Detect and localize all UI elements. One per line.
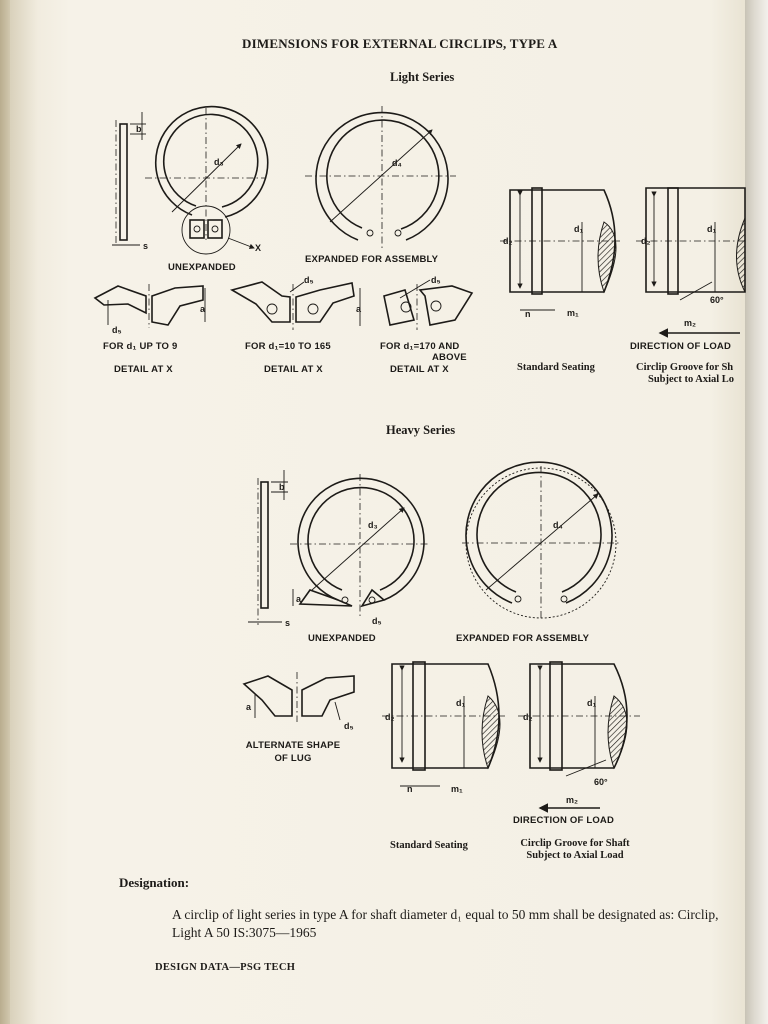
light-series-heading: Light Series [390, 70, 455, 84]
heavy-expanded-caption: EXPANDED FOR ASSEMBLY [456, 633, 590, 644]
light-expanded-caption: EXPANDED FOR ASSEMBLY [305, 254, 439, 265]
light-detail-1 [95, 284, 206, 335]
light-unexpanded-caption: UNEXPANDED [168, 262, 236, 273]
detail3-caption-above: ABOVE [432, 352, 467, 363]
heavy-groove-for-shaft [518, 662, 640, 808]
dim-m2-label: m₂ [684, 318, 697, 328]
light-expanded-ring [305, 106, 456, 250]
dim-d2-label-heavy: d₂ [385, 712, 395, 722]
dim-d5-label-2: d₅ [304, 275, 314, 285]
dim-d1-label-heavy: d₁ [456, 698, 466, 708]
dim-d3-label: d₃ [214, 157, 224, 167]
dim-b-label-heavy: b [279, 482, 285, 492]
alternate-lug-caption-2: OF LUG [274, 753, 312, 764]
detail1-caption: FOR d₁ UP TO 9 [103, 341, 178, 352]
angle-label: 60° [710, 295, 724, 305]
dim-d3-label-heavy: d₃ [368, 520, 378, 530]
heavy-unexpanded-ring [290, 474, 430, 626]
designation-text: A circlip of light series in type A for shaft diameter d₁ equal to 50 mm shall be designated as: Circlip, Light A 50 IS:3075—1965 [172, 907, 719, 940]
dim-b-label: b [136, 124, 142, 134]
heavy-expanded-ring [462, 462, 620, 620]
light-detail-3 [384, 275, 472, 330]
dim-d1-label-2: d₁ [707, 224, 717, 234]
heavy-standard-seating-caption: Standard Seating [390, 840, 468, 851]
heavy-side-profile [248, 470, 290, 628]
dim-d4-label-heavy: d₄ [553, 520, 563, 530]
heavy-alternate-lug [244, 672, 354, 731]
light-standard-seating-caption: Standard Seating [517, 362, 595, 373]
dim-m2-label-heavy: m₂ [566, 795, 579, 805]
dim-n-label-heavy: n [407, 784, 413, 794]
dim-s-label: s [143, 241, 149, 251]
dim-d4-label: d₄ [392, 158, 402, 168]
light-groove-for-shaft [636, 188, 745, 333]
heavy-direction-of-load: DIRECTION OF LOAD [513, 815, 615, 826]
detail3-sub: DETAIL AT X [390, 364, 449, 375]
light-side-profile [112, 112, 148, 251]
heavy-standard-seating [382, 662, 505, 794]
light-direction-of-load: DIRECTION OF LOAD [630, 341, 732, 352]
dim-d1-label: d₁ [574, 224, 584, 234]
light-unexpanded-ring [145, 107, 268, 254]
dim-d5-label: d₅ [112, 325, 122, 335]
angle-label-heavy: 60° [594, 777, 608, 787]
light-groove-caption-2: Subject to Axial Lo [648, 374, 735, 385]
light-groove-caption-1: Circlip Groove for Sh [636, 362, 734, 373]
heavy-groove-caption-2: Subject to Axial Load [526, 850, 624, 861]
dim-m1-label-heavy: m₁ [451, 784, 463, 794]
dim-d1-label-heavy-2: d₁ [587, 698, 597, 708]
dim-d2-label-2: d₂ [641, 236, 651, 246]
detail2-caption: FOR d₁=10 TO 165 [245, 341, 331, 352]
heavy-groove-caption-1: Circlip Groove for Shaft [520, 838, 630, 849]
light-standard-seating [500, 188, 620, 319]
light-detail-2 [232, 275, 362, 330]
dim-n-label: n [525, 309, 531, 319]
alternate-lug-caption-1: ALTERNATE SHAPE [245, 740, 341, 751]
dim-a-label: a [200, 304, 206, 314]
designation-heading: Designation: [119, 875, 190, 890]
dim-m1-label: m₁ [567, 308, 579, 318]
dim-d5-label-3: d₅ [431, 275, 441, 285]
heavy-series-heading: Heavy Series [386, 423, 456, 437]
dim-a-label-2: a [356, 304, 362, 314]
dim-d5-label-heavy: d₅ [372, 616, 382, 626]
dim-d2-label: d₂ [503, 236, 513, 246]
dim-d5-label-lug: d₅ [344, 721, 354, 731]
dim-d2-label-heavy-2: d₂ [523, 712, 533, 722]
page-footer: DESIGN DATA—PSG TECH [155, 962, 296, 973]
heavy-unexpanded-caption: UNEXPANDED [308, 633, 376, 644]
detail3-caption: FOR d₁=170 AND [380, 341, 460, 352]
page-title: DIMENSIONS FOR EXTERNAL CIRCLIPS, TYPE A [242, 36, 558, 51]
detail-x-label: X [255, 243, 262, 253]
dim-s-label-heavy: s [285, 618, 291, 628]
detail2-sub: DETAIL AT X [264, 364, 323, 375]
dim-a-label-lug: a [246, 702, 252, 712]
dim-a-label-heavy: a [296, 594, 302, 604]
detail1-sub: DETAIL AT X [114, 364, 173, 375]
